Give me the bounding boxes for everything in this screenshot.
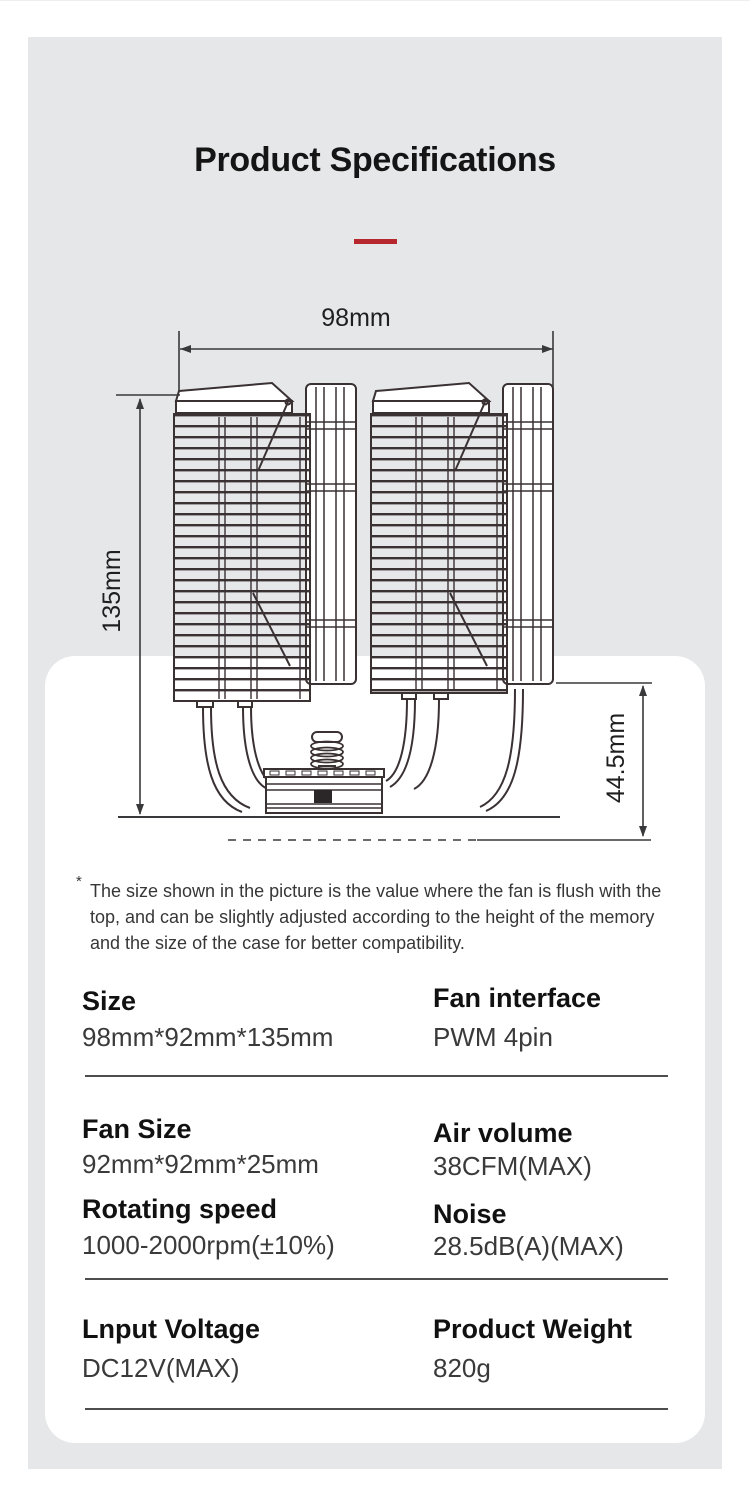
spec-label-size: Size (82, 986, 137, 1016)
spec-label-fan-size: Fan Size (82, 1114, 192, 1144)
spec-value-input-voltage: DC12V(MAX) (82, 1353, 240, 1383)
spec-label-product-weight: Product Weight (433, 1314, 632, 1344)
spec-label-noise: Noise (433, 1199, 507, 1229)
divider-1 (85, 1075, 668, 1077)
spec-label-rotating-speed: Rotating speed (82, 1194, 278, 1224)
spec-value-size: 98mm*92mm*135mm (82, 1022, 334, 1052)
spec-value-fan-size: 92mm*92mm*25mm (82, 1149, 319, 1179)
note-line-2: top, and can be slightly adjusted according to the height of the memory (90, 907, 655, 927)
spec-label-fan-interface: Fan interface (433, 983, 602, 1013)
page-title: Product Specifications (194, 141, 556, 179)
spec-value-product-weight: 820g (433, 1353, 491, 1383)
spec-value-fan-interface: PWM 4pin (433, 1022, 553, 1052)
note-line-3: and the size of the case for better compatibility. (90, 933, 465, 953)
size-note (90, 878, 690, 956)
spec-value-rotating-speed: 1000-2000rpm(±10%) (82, 1230, 335, 1260)
divider-2 (85, 1278, 668, 1280)
divider-3 (85, 1408, 668, 1410)
spec-value-noise: 28.5dB(A)(MAX) (433, 1231, 624, 1261)
spec-label-air-volume: Air volume (433, 1118, 573, 1148)
dimension-width-label: 98mm (321, 304, 391, 332)
note-line-1: The size shown in the picture is the value where the fan is flush with the (90, 881, 662, 901)
note-asterisk: * (76, 873, 82, 890)
spec-label-input-voltage: Lnput Voltage (82, 1314, 260, 1344)
dimension-clearance-label: 44.5mm (602, 712, 630, 804)
dimension-height-label: 135mm (98, 549, 126, 633)
accent-dash (354, 239, 397, 244)
spec-value-air-volume: 38CFM(MAX) (433, 1151, 592, 1181)
